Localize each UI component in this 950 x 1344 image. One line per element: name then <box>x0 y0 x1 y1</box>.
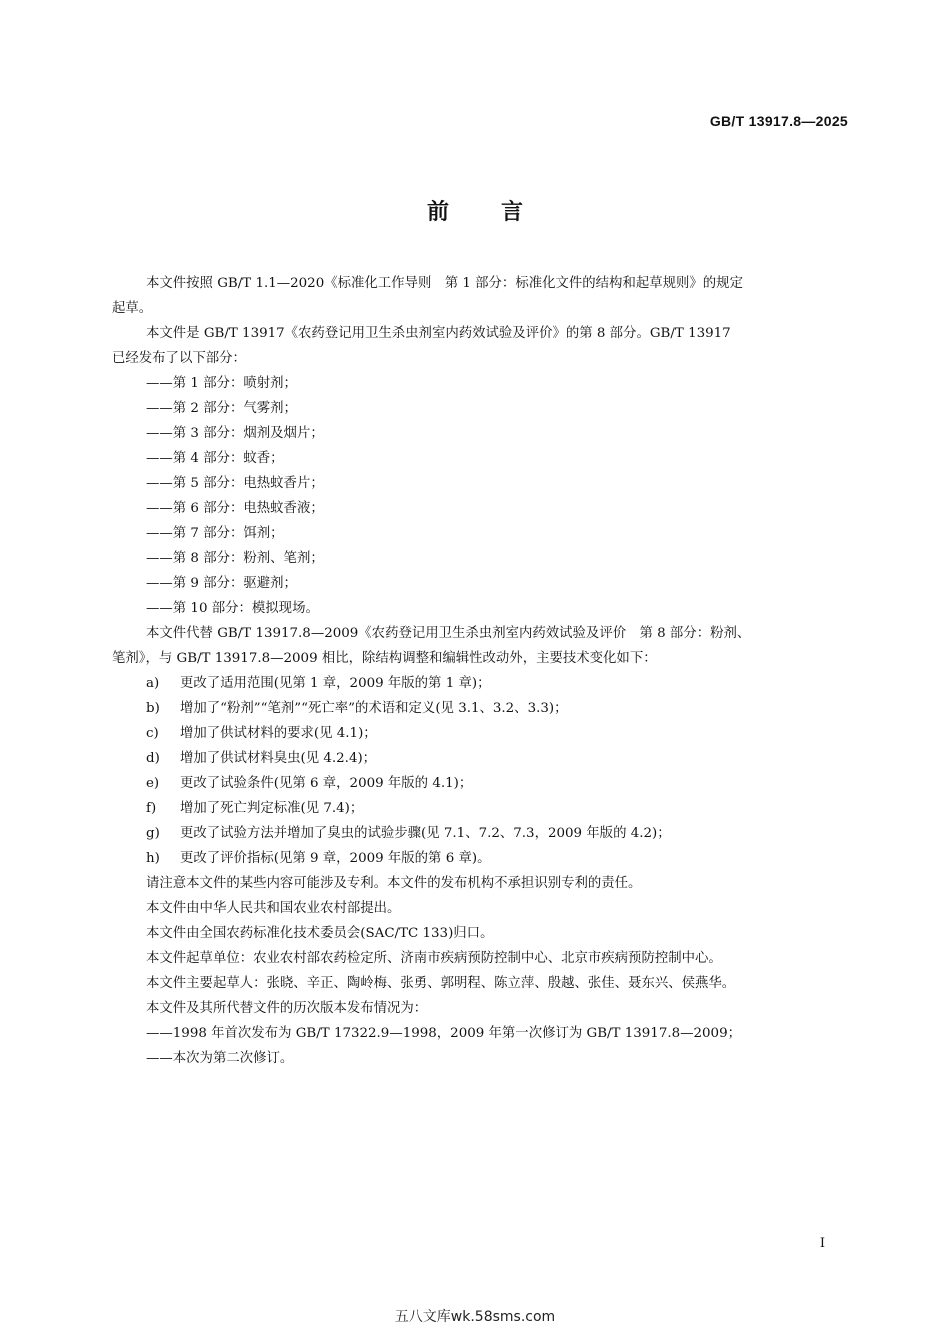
paragraph-line: 本文件是 GB/T 13917《农药登记用卫生杀虫剂室内药效试验及评价》的第 8 部分。GB/T 13917 <box>146 326 731 341</box>
item-text: 增加了死亡判定标准(见 7.4)； <box>180 801 364 816</box>
list-item: ——第 10 部分：模拟现场。 <box>146 601 319 616</box>
list-item: ——第 5 部分：电热蚊香片； <box>146 476 324 491</box>
paragraph-line: 笔剂》，与 GB/T 13917.8—2009 相比，除结构调整和编辑性改动外，主要技术变化如下： <box>112 651 657 666</box>
item-letter: d) <box>146 751 160 766</box>
item-text: 增加了“粉剂”“笔剂”“死亡率”的术语和定义(见 3.1、3.2、3.3)； <box>180 701 568 716</box>
list-item: ——第 4 部分：蚊香； <box>146 451 284 466</box>
list-item: ——第 2 部分：气雾剂； <box>146 401 297 416</box>
paragraph-line: 本文件代替 GB/T 13917.8—2009《农药登记用卫生杀虫剂室内药效试验及评价 第 8 部分：粉剂、 <box>146 626 751 641</box>
item-letter: e) <box>146 776 160 791</box>
change-item <box>146 721 377 746</box>
paragraph-line: 已经发布了以下部分： <box>112 351 246 366</box>
item-text: 更改了适用范围(见第 1 章，2009 年版的第 1 章)； <box>180 676 491 691</box>
change-item <box>146 746 376 771</box>
item-letter: c) <box>146 726 159 741</box>
site-watermark: 五八文库wk.58sms.com <box>394 1309 556 1325</box>
page-number: I <box>819 1236 825 1251</box>
list-item: ——第 9 部分：驱避剂； <box>146 576 297 591</box>
paragraph-line: 本文件由全国农药标准化技术委员会(SAC/TC 133)归口。 <box>146 926 494 941</box>
item-letter: b) <box>146 701 160 716</box>
item-text: 增加了供试材料的要求(见 4.1)； <box>180 726 377 741</box>
paragraph-line: 本文件主要起草人：张晓、辛正、陶岭梅、张勇、郭明程、陈立萍、殷越、张佳、聂东兴、侯燕华。 <box>146 976 736 991</box>
paragraph-line: 本文件按照 GB/T 1.1—2020《标准化工作导则 第 1 部分：标准化文件的结构和起草规则》的规定 <box>146 276 743 291</box>
list-item: ——第 1 部分：喷射剂； <box>146 376 297 391</box>
change-item <box>146 821 671 846</box>
paragraph-line: 请注意本文件的某些内容可能涉及专利。本文件的发布机构不承担识别专利的责任。 <box>146 876 642 891</box>
page-title: 前言 <box>426 200 575 225</box>
change-item <box>146 696 567 721</box>
paragraph-line: 本文件由中华人民共和国农业农村部提出。 <box>146 901 401 916</box>
item-letter: h) <box>146 851 160 866</box>
change-item <box>146 796 363 821</box>
paragraph-line: 本文件及其所代替文件的历次版本发布情况为： <box>146 1001 428 1016</box>
list-item: ——第 3 部分：烟剂及烟片； <box>146 426 324 441</box>
list-item: ——本次为第二次修订。 <box>146 1051 294 1066</box>
change-item <box>146 846 491 871</box>
change-item <box>146 671 491 696</box>
standard-code: GB/T 13917.8—2025 <box>709 113 848 129</box>
item-text: 更改了评价指标(见第 9 章，2009 年版的第 6 章)。 <box>180 851 491 866</box>
item-text: 更改了试验方法并增加了臭虫的试验步骤(见 7.1、7.2、7.3，2009 年版的 4.2)； <box>180 826 671 841</box>
list-item: ——第 7 部分：饵剂； <box>146 526 284 541</box>
item-letter: a) <box>146 676 160 691</box>
paragraph-line: 本文件起草单位：农业农村部农药检定所、济南市疾病预防控制中心、北京市疾病预防控制中心。 <box>146 951 722 966</box>
list-item: ——第 6 部分：电热蚊香液； <box>146 501 324 516</box>
paragraph-line: 起草。 <box>112 301 153 316</box>
item-text: 更改了试验条件(见第 6 章，2009 年版的 4.1)； <box>180 776 473 791</box>
item-letter: f) <box>146 801 157 816</box>
item-letter: g) <box>146 826 160 841</box>
item-text: 增加了供试材料臭虫(见 4.2.4)； <box>180 751 377 766</box>
change-item <box>146 771 472 796</box>
list-item: ——1998 年首次发布为 GB/T 17322.9—1998，2009 年第一次修订为 GB/T 13917.8—2009； <box>146 1026 741 1041</box>
list-item: ——第 8 部分：粉剂、笔剂； <box>146 551 324 566</box>
